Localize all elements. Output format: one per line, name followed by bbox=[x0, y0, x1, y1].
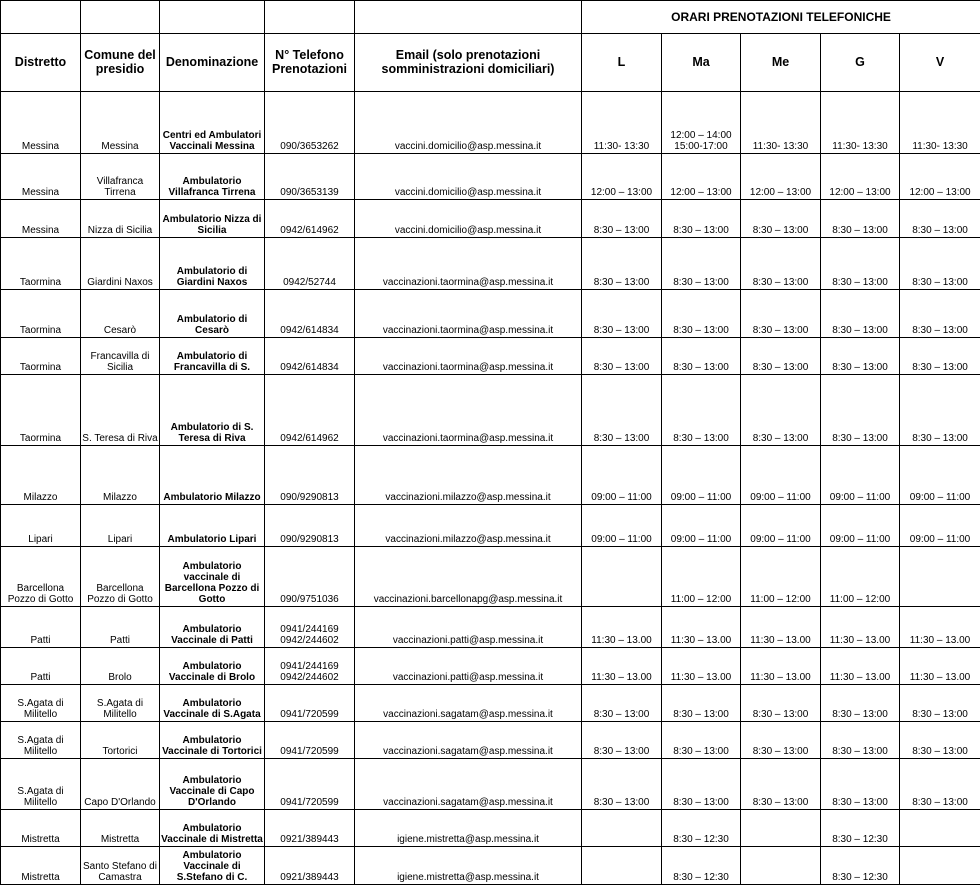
distretto-cell: Patti bbox=[1, 648, 81, 685]
orario-cell: 09:00 – 11:00 bbox=[582, 446, 662, 505]
orario-cell bbox=[582, 847, 662, 885]
email-cell: vaccinazioni.taormina@asp.messina.it bbox=[355, 290, 582, 338]
telefono-cell: 0921/389443 bbox=[265, 810, 355, 847]
orario-cell: 8:30 – 13:00 bbox=[900, 759, 980, 810]
distretto-cell: S.Agata di Militello bbox=[1, 722, 81, 759]
orario-cell: 8:30 – 13:00 bbox=[741, 338, 821, 375]
orario-cell: 8:30 – 13:00 bbox=[662, 375, 741, 446]
telefono-cell: 0942/614834 bbox=[265, 290, 355, 338]
orario-cell: 8:30 – 13:00 bbox=[900, 722, 980, 759]
orario-cell: 8:30 – 13:00 bbox=[662, 338, 741, 375]
table-row bbox=[1, 92, 980, 154]
table-row bbox=[1, 847, 980, 885]
comune-cell: Santo Stefano di Camastra bbox=[81, 847, 160, 885]
table-row bbox=[1, 446, 980, 505]
orario-cell: 8:30 – 13:00 bbox=[582, 722, 662, 759]
orario-cell: 8:30 – 13:00 bbox=[741, 685, 821, 722]
table-row bbox=[1, 238, 980, 290]
denominazione-cell: Ambulatorio Vaccinale di Mistretta bbox=[160, 810, 265, 847]
telefono-cell: 0942/614962 bbox=[265, 375, 355, 446]
orario-cell: 8:30 – 13:00 bbox=[741, 200, 821, 238]
orario-cell: 8:30 – 13:00 bbox=[900, 200, 980, 238]
orario-cell: 8:30 – 12:30 bbox=[821, 810, 900, 847]
orario-cell: 8:30 – 13:00 bbox=[741, 759, 821, 810]
orario-cell: 11:30 – 13.00 bbox=[741, 607, 821, 648]
denominazione-cell: Ambulatorio Lipari bbox=[160, 505, 265, 547]
orario-cell: 09:00 – 11:00 bbox=[821, 505, 900, 547]
table-row bbox=[1, 810, 980, 847]
col-header-day-g: G bbox=[821, 34, 900, 92]
table-row bbox=[1, 290, 980, 338]
email-cell: vaccinazioni.taormina@asp.messina.it bbox=[355, 375, 582, 446]
denominazione-cell: Ambulatorio vaccinale di Barcellona Pozzo di Gotto bbox=[160, 547, 265, 607]
orario-cell: 11:00 – 12:00 bbox=[821, 547, 900, 607]
orario-cell: 8:30 – 13:00 bbox=[821, 759, 900, 810]
col-header-day-ma: Ma bbox=[662, 34, 741, 92]
telefono-cell: 0941/720599 bbox=[265, 759, 355, 810]
orario-cell: 8:30 – 13:00 bbox=[821, 238, 900, 290]
table-row bbox=[1, 547, 980, 607]
table-row bbox=[1, 505, 980, 547]
orario-cell: 8:30 – 13:00 bbox=[582, 375, 662, 446]
telefono-cell: 090/9290813 bbox=[265, 505, 355, 547]
comune-cell: Mistretta bbox=[81, 810, 160, 847]
orario-cell: 8:30 – 13:00 bbox=[900, 338, 980, 375]
orario-cell: 11:30 – 13.00 bbox=[582, 648, 662, 685]
orario-cell: 09:00 – 11:00 bbox=[900, 446, 980, 505]
orario-cell: 8:30 – 13:00 bbox=[582, 238, 662, 290]
orario-cell: 8:30 – 13:00 bbox=[582, 338, 662, 375]
col-header-day-l: L bbox=[582, 34, 662, 92]
orario-cell: 8:30 – 13:00 bbox=[662, 722, 741, 759]
distretto-cell: Lipari bbox=[1, 505, 81, 547]
telefono-cell: 090/9290813 bbox=[265, 446, 355, 505]
denominazione-cell: Ambulatorio di Cesarò bbox=[160, 290, 265, 338]
denominazione-cell: Ambulatorio di Giardini Naxos bbox=[160, 238, 265, 290]
denominazione-cell: Centri ed Ambulatori Vaccinali Messina bbox=[160, 92, 265, 154]
orario-cell: 8:30 – 13:00 bbox=[741, 290, 821, 338]
denominazione-cell: Ambulatorio Villafranca Tirrena bbox=[160, 154, 265, 200]
comune-cell: Tortorici bbox=[81, 722, 160, 759]
orario-cell: 11:30 – 13.00 bbox=[662, 648, 741, 685]
orario-cell: 8:30 – 13:00 bbox=[821, 685, 900, 722]
orario-cell: 11:30- 13:30 bbox=[741, 92, 821, 154]
orario-cell: 8:30 – 13:00 bbox=[741, 375, 821, 446]
orario-cell: 09:00 – 11:00 bbox=[821, 446, 900, 505]
email-cell: vaccinazioni.sagatam@asp.messina.it bbox=[355, 722, 582, 759]
orario-cell: 11:00 – 12:00 bbox=[662, 547, 741, 607]
header-group-row bbox=[1, 1, 980, 34]
email-cell: igiene.mistretta@asp.messina.it bbox=[355, 810, 582, 847]
orario-cell: 8:30 – 13:00 bbox=[900, 685, 980, 722]
email-cell: vaccinazioni.sagatam@asp.messina.it bbox=[355, 685, 582, 722]
email-cell: vaccinazioni.milazzo@asp.messina.it bbox=[355, 446, 582, 505]
email-cell: vaccinazioni.barcellonapg@asp.messina.it bbox=[355, 547, 582, 607]
comune-cell: Milazzo bbox=[81, 446, 160, 505]
comune-cell: Villafranca Tirrena bbox=[81, 154, 160, 200]
col-header-email: Email (solo prenotazioni somministrazioni domiciliari) bbox=[355, 34, 582, 92]
telefono-cell: 0941/244169 0942/244602 bbox=[265, 648, 355, 685]
email-cell: vaccini.domicilio@asp.messina.it bbox=[355, 200, 582, 238]
comune-cell: Barcellona Pozzo di Gotto bbox=[81, 547, 160, 607]
col-header-denominazione: Denominazione bbox=[160, 34, 265, 92]
distretto-cell: S.Agata di Militello bbox=[1, 759, 81, 810]
orario-cell bbox=[582, 547, 662, 607]
table-row bbox=[1, 375, 980, 446]
orario-cell: 12:00 – 14:00 15:00-17:00 bbox=[662, 92, 741, 154]
orario-cell: 11:30 – 13.00 bbox=[900, 648, 980, 685]
orario-cell: 11:30 – 13.00 bbox=[821, 607, 900, 648]
orario-cell: 8:30 – 13:00 bbox=[662, 200, 741, 238]
orario-cell: 8:30 – 13:00 bbox=[741, 722, 821, 759]
distretto-cell: Messina bbox=[1, 154, 81, 200]
comune-cell: Capo D'Orlando bbox=[81, 759, 160, 810]
orario-cell bbox=[582, 810, 662, 847]
email-cell: vaccini.domicilio@asp.messina.it bbox=[355, 92, 582, 154]
orario-cell: 8:30 – 13:00 bbox=[662, 238, 741, 290]
telefono-cell: 0941/720599 bbox=[265, 722, 355, 759]
orario-cell: 8:30 – 13:00 bbox=[582, 200, 662, 238]
distretto-cell: S.Agata di Militello bbox=[1, 685, 81, 722]
orario-cell: 8:30 – 13:00 bbox=[821, 722, 900, 759]
comune-cell: Giardini Naxos bbox=[81, 238, 160, 290]
denominazione-cell: Ambulatorio di Francavilla di S. bbox=[160, 338, 265, 375]
orario-cell: 8:30 – 13:00 bbox=[900, 290, 980, 338]
distretto-cell: Mistretta bbox=[1, 810, 81, 847]
email-cell: vaccinazioni.patti@asp.messina.it bbox=[355, 648, 582, 685]
distretto-cell: Taormina bbox=[1, 338, 81, 375]
orario-cell bbox=[900, 810, 980, 847]
email-cell: igiene.mistretta@asp.messina.it bbox=[355, 847, 582, 885]
orario-cell: 11:30 – 13.00 bbox=[662, 607, 741, 648]
orario-cell: 8:30 – 13:00 bbox=[821, 200, 900, 238]
comune-cell: S. Teresa di Riva bbox=[81, 375, 160, 446]
orario-cell: 8:30 – 13:00 bbox=[662, 290, 741, 338]
telefono-cell: 0941/720599 bbox=[265, 685, 355, 722]
table-row bbox=[1, 154, 980, 200]
table-row bbox=[1, 200, 980, 238]
orario-cell: 8:30 – 13:00 bbox=[582, 290, 662, 338]
header-blank-cell bbox=[265, 1, 355, 34]
orario-cell: 8:30 – 13:00 bbox=[900, 238, 980, 290]
orario-cell bbox=[900, 847, 980, 885]
col-header-day-me: Me bbox=[741, 34, 821, 92]
table-row bbox=[1, 759, 980, 810]
orario-cell: 8:30 – 13:00 bbox=[741, 238, 821, 290]
orario-cell: 12:00 – 13:00 bbox=[662, 154, 741, 200]
comune-cell: Patti bbox=[81, 607, 160, 648]
table-row bbox=[1, 685, 980, 722]
telefono-cell: 0941/244169 0942/244602 bbox=[265, 607, 355, 648]
denominazione-cell: Ambulatorio Vaccinale di Brolo bbox=[160, 648, 265, 685]
col-header-comune: Comune del presidio bbox=[81, 34, 160, 92]
orario-cell: 8:30 – 13:00 bbox=[821, 375, 900, 446]
denominazione-cell: Ambulatorio Vaccinale di S.Agata bbox=[160, 685, 265, 722]
orario-cell: 12:00 – 13:00 bbox=[741, 154, 821, 200]
denominazione-cell: Ambulatorio Vaccinale di S.Stefano di C. bbox=[160, 847, 265, 885]
distretto-cell: Milazzo bbox=[1, 446, 81, 505]
denominazione-cell: Ambulatorio Vaccinale di Patti bbox=[160, 607, 265, 648]
orario-cell: 11:00 – 12:00 bbox=[741, 547, 821, 607]
table-header bbox=[1, 1, 980, 92]
header-columns-row bbox=[1, 34, 980, 92]
orario-cell bbox=[900, 547, 980, 607]
email-cell: vaccinazioni.taormina@asp.messina.it bbox=[355, 238, 582, 290]
orario-cell: 12:00 – 13:00 bbox=[582, 154, 662, 200]
orario-cell: 8:30 – 12:30 bbox=[662, 810, 741, 847]
orario-cell: 8:30 – 13:00 bbox=[821, 338, 900, 375]
orario-cell: 11:30 – 13.00 bbox=[900, 607, 980, 648]
orario-cell: 09:00 – 11:00 bbox=[662, 446, 741, 505]
telefono-cell: 0942/614834 bbox=[265, 338, 355, 375]
table-row bbox=[1, 607, 980, 648]
distretto-cell: Taormina bbox=[1, 375, 81, 446]
telefono-cell: 090/9751036 bbox=[265, 547, 355, 607]
col-header-telefono: N° Telefono Prenotazioni bbox=[265, 34, 355, 92]
table-row bbox=[1, 722, 980, 759]
orario-cell: 8:30 – 13:00 bbox=[821, 290, 900, 338]
orario-cell bbox=[741, 847, 821, 885]
denominazione-cell: Ambulatorio Vaccinale di Tortorici bbox=[160, 722, 265, 759]
table-row bbox=[1, 648, 980, 685]
orario-cell: 09:00 – 11:00 bbox=[741, 446, 821, 505]
comune-cell: Cesarò bbox=[81, 290, 160, 338]
orario-cell: 11:30- 13:30 bbox=[900, 92, 980, 154]
telefono-cell: 090/3653139 bbox=[265, 154, 355, 200]
comune-cell: Brolo bbox=[81, 648, 160, 685]
table-row bbox=[1, 338, 980, 375]
distretto-cell: Patti bbox=[1, 607, 81, 648]
denominazione-cell: Ambulatorio Milazzo bbox=[160, 446, 265, 505]
distretto-cell: Messina bbox=[1, 200, 81, 238]
header-blank-cell bbox=[81, 1, 160, 34]
orario-cell: 12:00 – 13:00 bbox=[900, 154, 980, 200]
orario-cell: 8:30 – 13:00 bbox=[662, 685, 741, 722]
email-cell: vaccinazioni.taormina@asp.messina.it bbox=[355, 338, 582, 375]
telefono-cell: 090/3653262 bbox=[265, 92, 355, 154]
telefono-cell: 0942/52744 bbox=[265, 238, 355, 290]
orario-cell: 11:30 – 13.00 bbox=[741, 648, 821, 685]
orario-cell: 8:30 – 13:00 bbox=[582, 685, 662, 722]
orario-cell: 8:30 – 13:00 bbox=[582, 759, 662, 810]
telefono-cell: 0921/389443 bbox=[265, 847, 355, 885]
orario-cell: 09:00 – 11:00 bbox=[662, 505, 741, 547]
orario-cell: 8:30 – 13:00 bbox=[662, 759, 741, 810]
distretto-cell: Mistretta bbox=[1, 847, 81, 885]
orario-cell: 11:30- 13:30 bbox=[821, 92, 900, 154]
email-cell: vaccini.domicilio@asp.messina.it bbox=[355, 154, 582, 200]
orario-cell: 8:30 – 12:30 bbox=[662, 847, 741, 885]
group-title: ORARI PRENOTAZIONI TELEFONICHE bbox=[582, 1, 980, 34]
distretto-cell: Barcellona Pozzo di Gotto bbox=[1, 547, 81, 607]
header-blank-cell bbox=[160, 1, 265, 34]
col-header-day-v: V bbox=[900, 34, 980, 92]
orario-cell: 09:00 – 11:00 bbox=[900, 505, 980, 547]
distretto-cell: Messina bbox=[1, 92, 81, 154]
comune-cell: Lipari bbox=[81, 505, 160, 547]
email-cell: vaccinazioni.milazzo@asp.messina.it bbox=[355, 505, 582, 547]
orario-cell: 11:30 – 13.00 bbox=[821, 648, 900, 685]
distretto-cell: Taormina bbox=[1, 238, 81, 290]
orario-cell: 11:30- 13:30 bbox=[582, 92, 662, 154]
denominazione-cell: Ambulatorio Vaccinale di Capo D'Orlando bbox=[160, 759, 265, 810]
comune-cell: S.Agata di Militello bbox=[81, 685, 160, 722]
comune-cell: Francavilla di Sicilia bbox=[81, 338, 160, 375]
table-body bbox=[1, 92, 980, 885]
orario-cell: 8:30 – 13:00 bbox=[900, 375, 980, 446]
orario-cell: 09:00 – 11:00 bbox=[582, 505, 662, 547]
email-cell: vaccinazioni.sagatam@asp.messina.it bbox=[355, 759, 582, 810]
email-cell: vaccinazioni.patti@asp.messina.it bbox=[355, 607, 582, 648]
orario-cell: 8:30 – 12:30 bbox=[821, 847, 900, 885]
col-header-distretto: Distretto bbox=[1, 34, 81, 92]
comune-cell: Messina bbox=[81, 92, 160, 154]
telefono-cell: 0942/614962 bbox=[265, 200, 355, 238]
header-blank-cell bbox=[1, 1, 81, 34]
orario-cell: 11:30 – 13.00 bbox=[582, 607, 662, 648]
comune-cell: Nizza di Sicilia bbox=[81, 200, 160, 238]
distretto-cell: Taormina bbox=[1, 290, 81, 338]
orario-cell: 12:00 – 13:00 bbox=[821, 154, 900, 200]
orario-cell: 09:00 – 11:00 bbox=[741, 505, 821, 547]
denominazione-cell: Ambulatorio Nizza di Sicilia bbox=[160, 200, 265, 238]
header-blank-cell bbox=[355, 1, 582, 34]
denominazione-cell: Ambulatorio di S. Teresa di Riva bbox=[160, 375, 265, 446]
orario-cell bbox=[741, 810, 821, 847]
